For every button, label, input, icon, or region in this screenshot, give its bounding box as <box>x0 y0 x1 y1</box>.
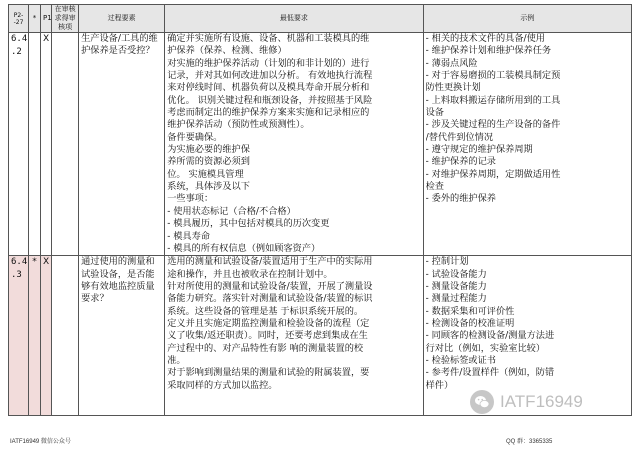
text-line: 备能力研究。落实针对测量和试验设备/装置的标识 <box>167 293 373 305</box>
text-line: 为实施必要的维护保 <box>167 144 250 156</box>
text-line: 义了收集/返还职责）。同时，还要考虑到集成在生 <box>167 330 368 342</box>
table-header-row <box>9 5 632 33</box>
text-line: 对实施的维护保养活动（计划的和非计划的）进行 <box>167 57 370 69</box>
text-line: - 检测设备的校准证明 <box>425 317 515 329</box>
row-star: * <box>29 256 41 416</box>
text-line: 一些事项： <box>167 193 214 205</box>
text-line: - 参考件/设置样件（例如，防错 <box>425 367 555 379</box>
row-p1-mark: X <box>41 33 52 256</box>
text-line: 考虑而制定出的维护保养方案来实施和记录相应的 <box>167 107 370 119</box>
text-line: 防性更换计划 <box>425 82 481 94</box>
row-minimum-requirements <box>165 33 423 256</box>
text-line: - 薄弱点风险 <box>425 57 478 69</box>
text-line: 维护保养活动（预防性或预测性）。 <box>167 119 310 131</box>
text-line: 设备 <box>425 107 444 119</box>
row-examples <box>423 33 631 256</box>
header-star: * <box>29 5 41 33</box>
header-id: P2- -27 <box>9 5 29 33</box>
text-line: 针对所使用的测量和试验设备/装置，开展了测量设 <box>167 280 373 292</box>
text-line: - 对于容易磨损的工装模具制定预 <box>425 70 561 82</box>
text-line: 系统。这些设备的管理是基 于标识系统开展的。 <box>167 305 364 317</box>
row-scope <box>52 256 79 416</box>
text-line: 选用的测量和试验设备/装置适用于生产中的实际用 <box>167 256 373 268</box>
text-line: 确定并实施所有设施、设备、机器和工装模具的维 <box>167 33 370 44</box>
text-line: 系统，具体涉及以下 <box>167 181 250 193</box>
text-line: 样件） <box>425 379 454 391</box>
text-line: - 涉及关键过程的生产设备的备件 <box>425 119 561 131</box>
text-line: - 维护保养的记录 <box>425 156 496 168</box>
text-line: 途和操作，并且也被收录在控制计划中。 <box>167 268 333 280</box>
text-line: - 模具的所有权信息（例如顾客资产） <box>167 242 321 254</box>
text-line: - 数据采集和可评价性 <box>425 305 515 317</box>
text-line: 产过程中的、对产品特性有影 响的测量装置的校 <box>167 342 364 354</box>
wechat-icon <box>470 390 494 414</box>
text-line: - 试验设备能力 <box>425 268 487 280</box>
text-line: 备件要确保。 <box>167 131 223 143</box>
text-line: - 测量过程能力 <box>425 293 487 305</box>
text-line: 采取同样的方式加以监控。 <box>167 379 278 391</box>
text-line: 检查 <box>425 181 444 193</box>
watermark <box>470 390 583 414</box>
header-p1: P1 <box>41 5 52 33</box>
text-line: 对于影响到测量结果的测量和试验的附属装置，要 <box>167 367 370 379</box>
table-row <box>9 33 632 256</box>
text-line: - 模具履历，其中包括对模具的历次变更 <box>167 218 330 230</box>
row-process-element: 通过使用的测量和试验设备，是否能够有效地监控质量要求？ <box>79 256 165 416</box>
text-line: 优化。 识别关键过程和瓶颈设备，并按照基于风险 <box>167 94 373 106</box>
text-line: - 同顾客的检测设备/测量方法进 <box>425 330 555 342</box>
footer-right: QQ 群：3365335 <box>506 439 553 445</box>
text-line: - 对维护保养周期，定期做适用性 <box>425 168 561 180</box>
row-id: 6.4 .3 <box>9 256 29 416</box>
text-line: 养所需的资源必须到 <box>167 156 250 168</box>
text-line: - 检验标签或证书 <box>425 354 496 366</box>
text-line: - 使用状态标记（合格/不合格） <box>167 205 296 217</box>
text-line: 记录，并对其如何改进加以分析。 有效地执行流程 <box>167 70 373 82</box>
watermark-text: IATF16949 <box>500 392 583 411</box>
text-line: - 维护保养计划和维护保养任务 <box>425 45 552 57</box>
text-line: - 遵守规定的维护保养周期 <box>425 144 533 156</box>
text-line: - 相关的技术文件的具备/使用 <box>425 33 545 44</box>
header-minimum-requirements: 最低要求 <box>165 5 423 33</box>
header-process-element: 过程要素 <box>79 5 165 33</box>
header-scope: 在审核求得审核项 <box>52 5 79 33</box>
text-line: - 委外的维护保养 <box>425 193 496 205</box>
audit-requirements-table <box>8 4 632 416</box>
text-line: - 模具寿命 <box>167 230 210 242</box>
row-star <box>29 33 41 256</box>
row-scope <box>52 33 79 256</box>
text-line: - 控制计划 <box>425 256 469 268</box>
text-line: 行对比（例如，实验室比较） <box>425 342 546 354</box>
text-line: 准。 <box>167 354 186 366</box>
text-line: 位。 实施模具管理 <box>167 168 244 180</box>
text-line: - 上料取料搬运存储所用到的工具 <box>425 94 561 106</box>
row-process-element: 生产设备/工具的维护保养是否受控？ <box>79 33 165 256</box>
row-id: 6.4 .2 <box>9 33 29 256</box>
text-line: 护保养（保养、检测、维修） <box>167 45 287 57</box>
row-p1-mark: X <box>41 256 52 416</box>
row-minimum-requirements <box>165 256 423 416</box>
text-line: - 测量设备能力 <box>425 280 487 292</box>
text-line: 来对停线时间、机器负荷以及模具寿命开展分析和 <box>167 82 370 94</box>
text-line: 定义并且实施定期监控测量和检验设备的流程（定 <box>167 317 370 329</box>
header-examples: 示例 <box>423 5 631 33</box>
text-line: /替代件到位情况 <box>425 131 494 143</box>
footer-left: IATF16949 微信公众号 <box>10 439 71 445</box>
